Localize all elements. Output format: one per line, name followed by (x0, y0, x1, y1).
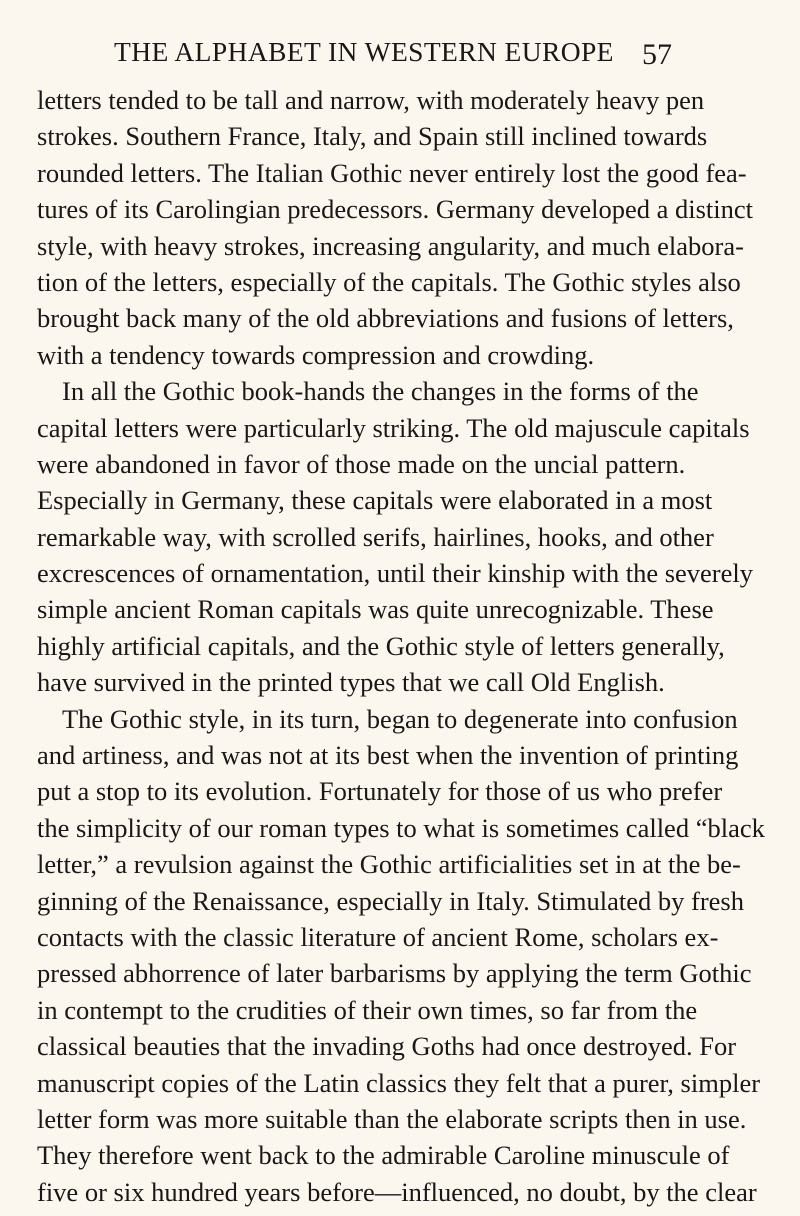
text-line: and artiness, and was not at its best when the invention of printing (37, 740, 739, 771)
text-line: rounded letters. The Italian Gothic never entirely lost the good fea- (37, 157, 747, 188)
text-line: with a tendency towards compression and crowding. (37, 339, 595, 370)
text-line: letter,” a revulsion against the Gothic artificialities set in at the be- (37, 849, 741, 880)
text-line: five or six hundred years before—influenced, no doubt, by the clear (37, 1176, 757, 1207)
text-line: excrescences of ornamentation, until their kinship with the severely (37, 558, 754, 589)
text-line: style, with heavy strokes, increasing angularity, and much elabora- (37, 230, 744, 261)
text-line: have survived in the printed types that we call Old English. (37, 667, 665, 698)
text-line: put a stop to its evolution. Fortunately for those of us who prefer (37, 776, 723, 807)
text-line: contacts with the classic literature of ancient Rome, scholars ex- (37, 921, 719, 952)
text-line: remarkable way, with scrolled serifs, hairlines, hooks, and other (37, 521, 714, 552)
text-line: classical beauties that the invading Goths had once destroyed. For (37, 1031, 737, 1062)
text-line: manuscript copies of the Latin classics they felt that a purer, simpler (37, 1067, 761, 1098)
text-line: brought back many of the old abbreviations and fusions of letters, (37, 303, 734, 334)
text-line: letter form was more suitable than the elaborate scripts then in use. (37, 1103, 747, 1134)
text-line: in contempt to the crudities of their own times, so far from the (37, 994, 698, 1025)
paragraph-start-line: The Gothic style, in its turn, began to degenerate into confusion (62, 703, 738, 734)
text-line: Especially in Germany, these capitals were elaborated in a most (37, 485, 713, 516)
page-header (0, 36, 800, 76)
page-number: 57 (642, 38, 672, 71)
text-line: ginning of the Renaissance, especially in Italy. Stimulated by fresh (37, 885, 744, 916)
text-line: They therefore went back to the admirable Caroline minuscule of (37, 1140, 730, 1171)
text-line: tures of its Carolingian predecessors. Germany developed a distinct (37, 194, 754, 225)
text-line: highly artificial capitals, and the Gothic style of letters generally, (37, 630, 725, 661)
text-line: capital letters were particularly striking. The old majuscule capitals (37, 412, 750, 443)
text-line: the simplicity of our roman types to what is sometimes called “black (37, 812, 765, 843)
text-line: were abandoned in favor of those made on the uncial pattern. (37, 448, 686, 479)
body-text (37, 82, 765, 1210)
text-line: simple ancient Roman capitals was quite unrecognizable. These (37, 594, 714, 625)
text-line: pressed abhorrence of later barbarisms by applying the term Gothic (37, 958, 752, 989)
running-head: THE ALPHABET IN WESTERN EUROPE (114, 36, 614, 67)
text-line: tion of the letters, especially of the capitals. The Gothic styles also (37, 266, 741, 297)
paragraph-start-line: In all the Gothic book-hands the changes in the forms of the (62, 376, 699, 407)
text-line: letters tended to be tall and narrow, with moderately heavy pen (37, 85, 705, 115)
text-line: strokes. Southern France, Italy, and Spain still inclined towards (37, 121, 708, 152)
